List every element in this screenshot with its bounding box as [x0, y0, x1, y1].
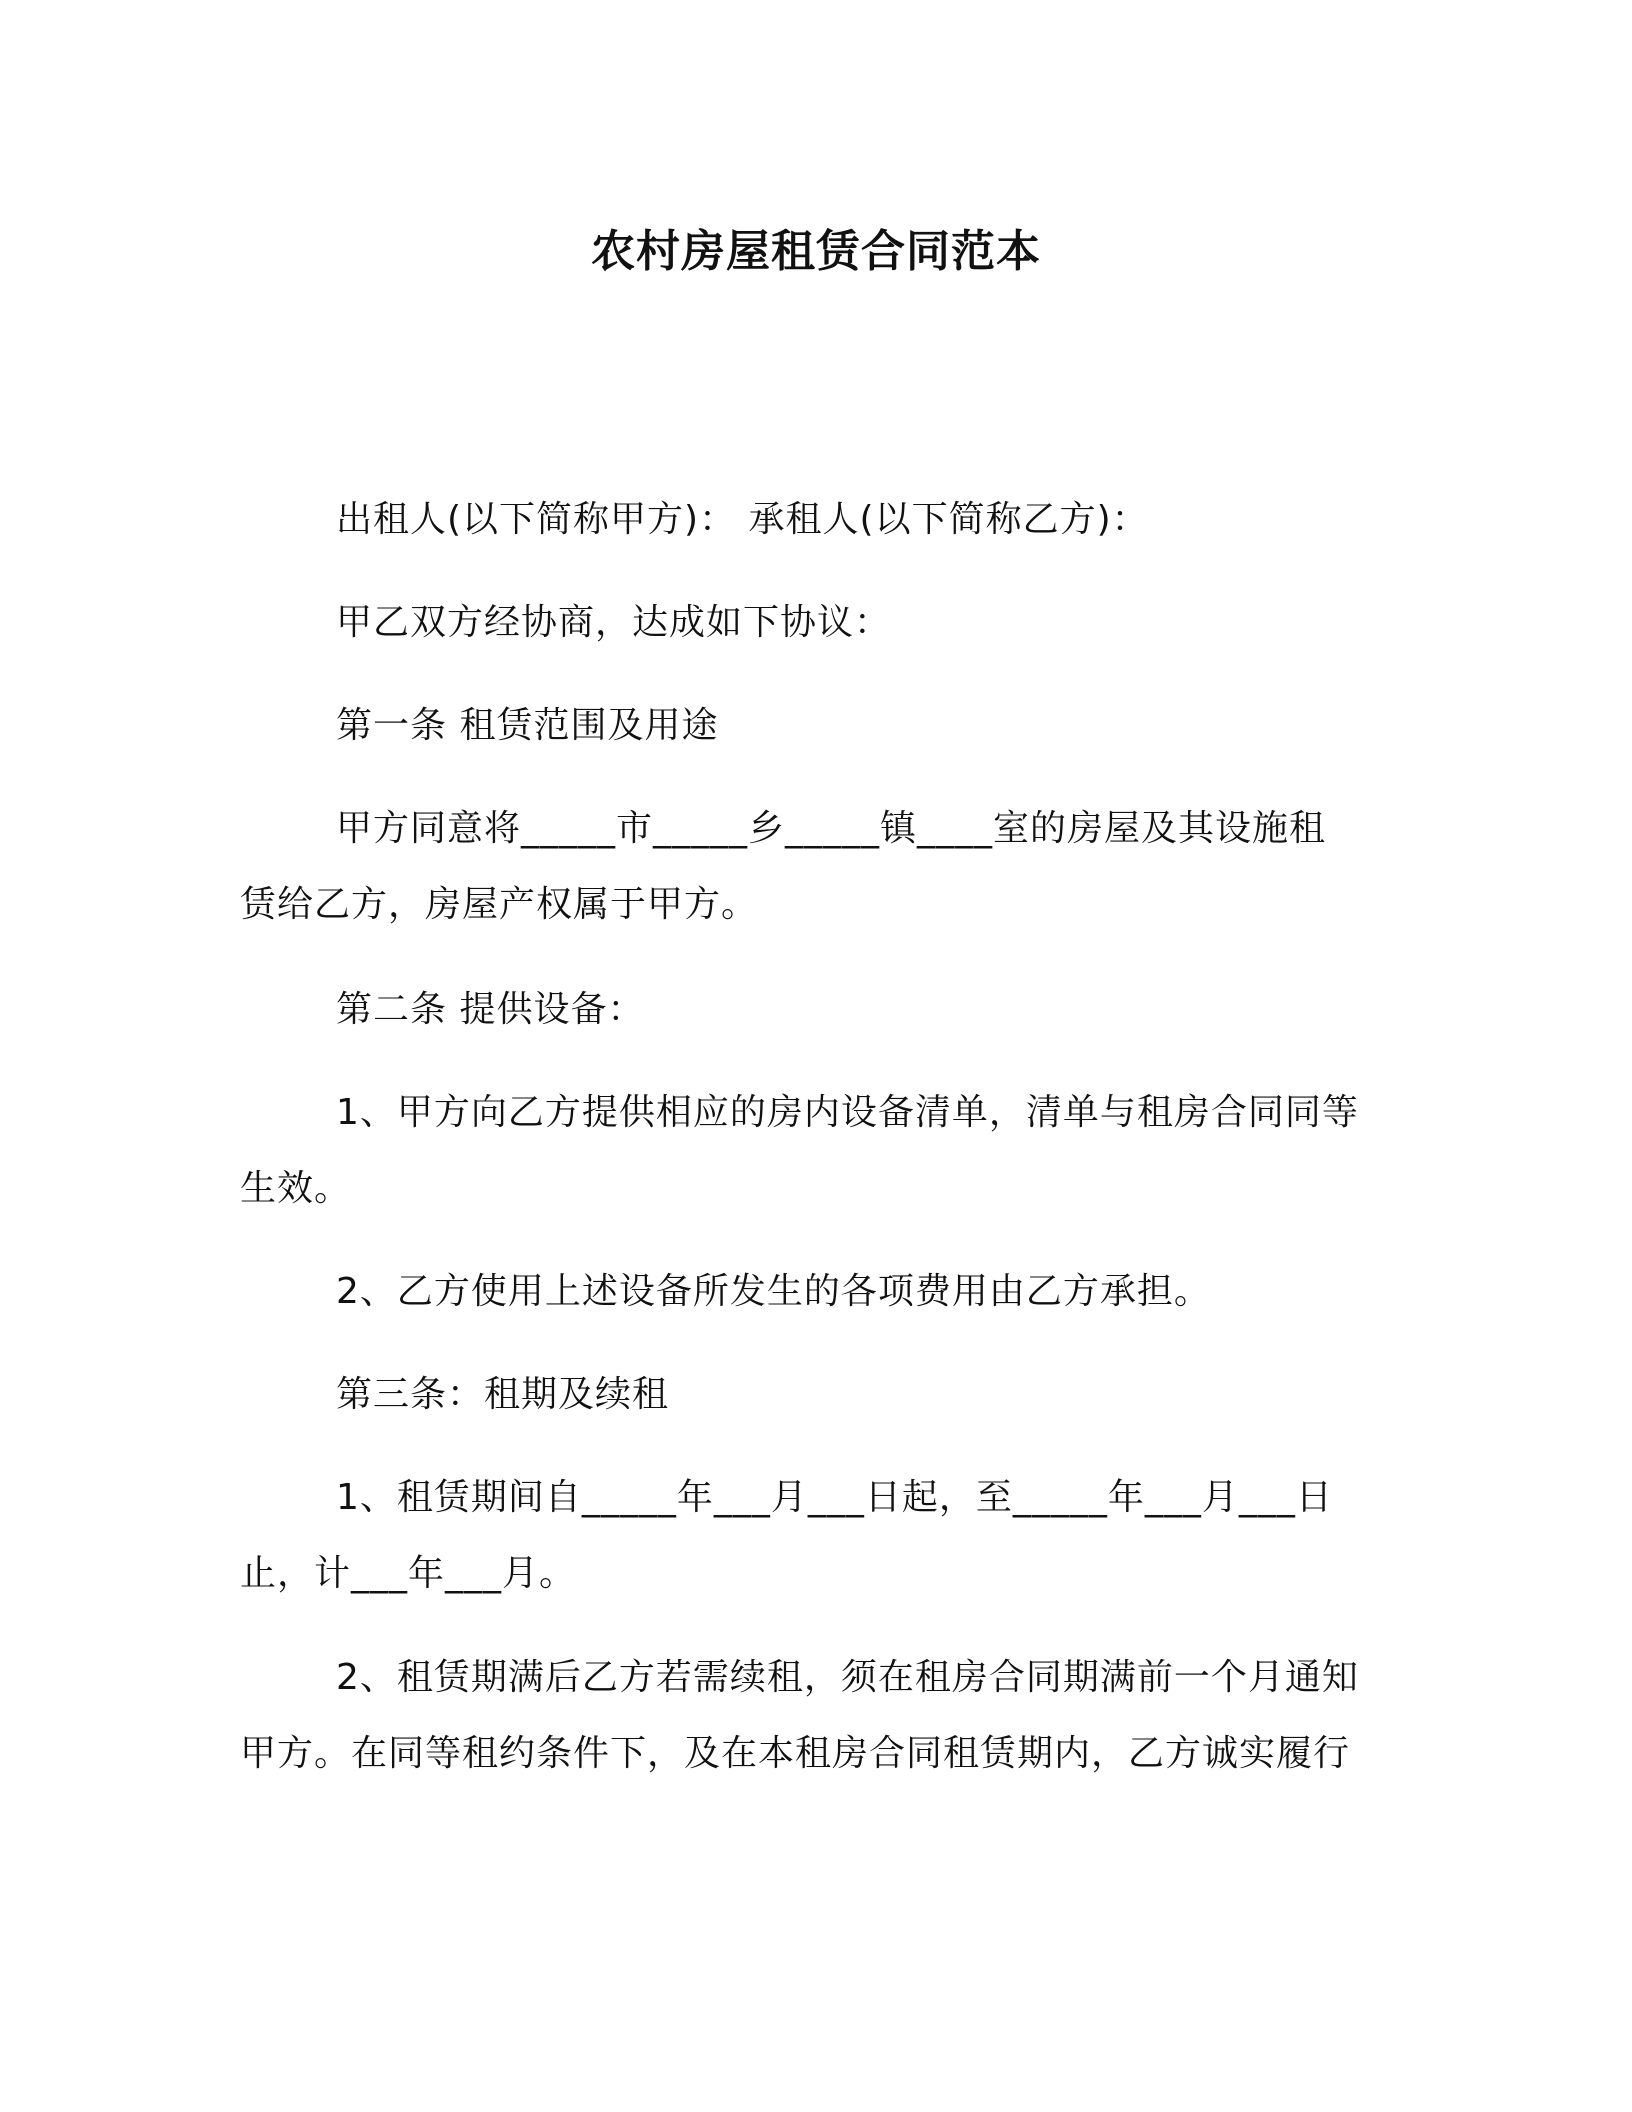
article-2-heading: 第二条 提供设备：: [336, 989, 645, 1030]
paragraph-agreement-intro: 甲乙双方经协商，达成如下协议：: [336, 602, 892, 643]
document-title: 农村房屋租赁合同范本: [591, 226, 1041, 277]
article-1-heading: 第一条 租赁范围及用途: [336, 705, 719, 746]
article-2-item-1: 1、甲方向乙方提供相应的房内设备清单，清单与租房合同同等生效。: [240, 1092, 1359, 1209]
article-2-item-2: 2、乙方使用上述设备所发生的各项费用由乙方承担。: [336, 1271, 1211, 1312]
paragraph-parties: 出租人(以下简称甲方)： 承租人(以下简称乙方)：: [336, 499, 1149, 540]
article-1-body: 甲方同意将_____市_____乡_____镇____室的房屋及其设施租赁给乙方，房屋产权属于甲方。: [240, 808, 1327, 925]
article-3-item-2: 2、租赁期满后乙方若需续租，须在租房合同期满前一个月通知甲方。在同等租约条件下，及在本租房合同租赁期内，乙方诚实履行: [240, 1657, 1359, 1774]
article-3-item-1: 1、租赁期间自_____年___月___日起，至_____年___月___日止，计___年___月。: [240, 1477, 1333, 1594]
article-3-heading: 第三条：租期及续租: [336, 1374, 670, 1415]
